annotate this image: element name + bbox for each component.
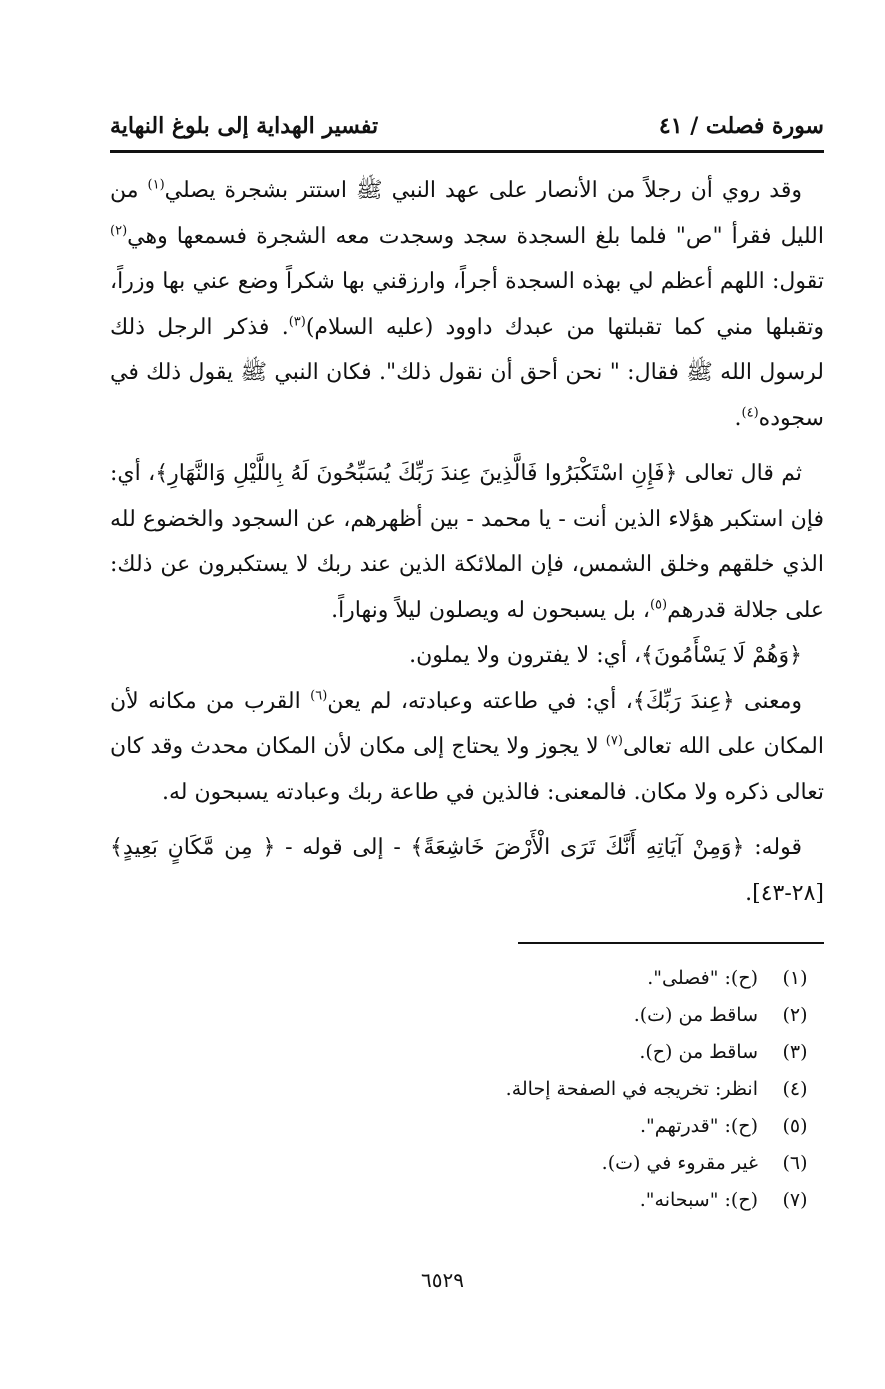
paragraph-2	[110, 451, 824, 633]
surah-info: سورة فصلت / ٤١	[658, 113, 824, 139]
text-run: لا يجوز ولا يحتاج إلى مكان لأن المكان محدث وقد كان تعالى	[110, 734, 824, 805]
text-run: المكان على الله تعالى	[622, 734, 824, 759]
footnote-text: (ح): "سبحانه".	[639, 1189, 758, 1211]
footnote-rule	[518, 942, 824, 944]
footnote-marker: (١)	[147, 177, 165, 193]
footnote-number: (٢)	[782, 1004, 808, 1026]
paragraph-3	[110, 633, 824, 679]
text-run: الليل فقرأ "ص" فلما بلغ السجدة سجد وسجدت معه الشجرة فسمعها وهي	[127, 223, 824, 249]
footnote-text: غير مقروء في (ت).	[601, 1152, 758, 1174]
footnote-marker: (٤)	[741, 405, 759, 421]
footnote-item	[110, 1034, 824, 1071]
footnote-marker: (٧)	[605, 733, 623, 749]
footnote-text: ساقط من (ح).	[639, 1041, 758, 1063]
text-run: خلقهم وخلق الشمس، فإن الملائكة الذين عند ربك لا يستكبرون عن ذلك: على	[110, 552, 824, 623]
text-run: ﴿وَهُمْ لَا يَسْأَمُونَ﴾، أي: لا يفترون ولا يملون.	[409, 643, 802, 668]
body-text	[110, 168, 824, 916]
footnotes	[110, 960, 824, 1219]
text-run: .	[734, 405, 742, 431]
book-title: تفسير الهداية إلى بلوغ النهاية	[110, 113, 379, 139]
footnote-item	[110, 1182, 824, 1219]
text-run: ثم قال تعالى ﴿فَإِنِ اسْتَكْبَرُوا فَالَّذِينَ عِندَ رَبِّكَ يُسَبِّحُونَ لَهُ بِاللَّيْلِ وَالنَّهَارِ﴾، أي: فإن	[110, 461, 824, 532]
paragraph-1	[110, 168, 824, 441]
text-run: ، بل يسبحون له ويصلون ليلاً ونهاراً.	[331, 597, 650, 623]
footnote-number: (٤)	[782, 1078, 808, 1100]
text-run: ومعنى ﴿عِندَ رَبِّكَ﴾، أي: في طاعته وعبادته، لم يعن	[327, 688, 802, 714]
text-run: تقول: اللهم أعظم لي بهذه السجدة أجراً، وارزقني بها شكراً وضع عني بها وزراً،	[110, 269, 824, 294]
footnote-number: (٦)	[782, 1152, 808, 1174]
footnote-number: (٧)	[782, 1189, 808, 1211]
text-run: جلالة قدرهم	[667, 597, 779, 623]
footnote-marker: (٦)	[310, 688, 328, 704]
text-run: قوله: ﴿وَمِنْ آيَاتِهِ أَنَّكَ تَرَى الْأَرْضَ خَاشِعَةً﴾ - إلى قوله - ﴿ مِن مَّكَانٍ	[167, 835, 802, 860]
footnote-item	[110, 997, 824, 1034]
footnote-number: (١)	[782, 967, 808, 989]
footnote-number: (٥)	[782, 1115, 808, 1137]
paragraph-4	[110, 679, 824, 816]
header-rule	[110, 150, 824, 153]
running-header	[110, 108, 824, 144]
footnote-item	[110, 1145, 824, 1182]
text-run: بَعِيدٍ﴾ [٢٨-٤٣].	[110, 835, 824, 906]
paragraph-5	[110, 825, 824, 916]
text-run: استكبر هؤلاء الذين أنت - يا محمد - بين أظهرهم، عن السجود والخضوع لله الذي	[110, 506, 824, 577]
footnote-marker: (٣)	[288, 314, 306, 330]
footnote-text: (ح): "قدرتهم".	[640, 1115, 758, 1137]
text-run: وتقبلها مني كما تقبلتها من عبدك داوود (عليه السلام)	[305, 314, 824, 340]
footnote-text: ساقط من (ت).	[633, 1004, 758, 1026]
text-run: لرسول الله ﷺ فقال: " نحن أحق أن نقول ذلك". فكان النبي ﷺ يقول ذلك في	[110, 360, 824, 385]
text-run: ذكره ولا مكان. فالمعنى: فالذين في طاعة ربك وعبادته يسبحون له.	[162, 779, 769, 805]
footnote-marker: (٢)	[110, 223, 128, 239]
text-run: وقد روي أن رجلاً من الأنصار على عهد النبي ﷺ استتر بشجرة يصلي	[164, 178, 802, 203]
footnote-number: (٣)	[782, 1041, 808, 1063]
text-run: من	[110, 178, 148, 203]
text-run: . فذكر الرجل ذلك	[110, 314, 289, 340]
footnote-item	[110, 1071, 824, 1108]
footnote-marker: (٥)	[649, 597, 668, 613]
footnote-item	[110, 960, 824, 997]
footnote-item	[110, 1108, 824, 1145]
text-run: سجوده	[758, 405, 824, 431]
text-run: القرب من مكانه لأن	[110, 688, 311, 714]
page-number: ٦٥٢٩	[421, 1268, 464, 1292]
footnote-text: انظر: تخريجه في الصفحة إحالة.	[505, 1078, 758, 1100]
footnote-text: (ح): "فصلى".	[647, 967, 758, 989]
